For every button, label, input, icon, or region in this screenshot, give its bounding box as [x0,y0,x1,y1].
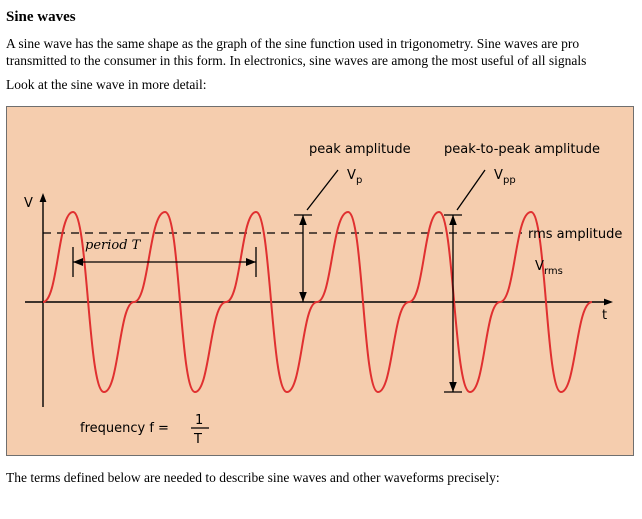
peak-to-peak-leader [457,170,485,210]
rms-symbol: V [535,258,544,274]
peak-amplitude-symbol: V [347,167,356,183]
document-page [0,8,642,519]
y-axis-label: V [24,195,33,211]
intro-line-1: A sine wave has the same shape as the graph of the sine function used in trigonometry. Sine waves are pro [6,36,580,51]
peak-amplitude-arrow-down-icon [299,292,307,302]
period-arrow-left-icon [73,258,83,266]
period-label: period T [85,237,141,253]
peak-amplitude-arrow-up-icon [299,215,307,225]
x-axis-arrow-icon [604,298,613,305]
peak-amplitude-label: peak amplitude [309,141,411,157]
frequency-label: frequency f = [80,420,169,436]
y-axis-arrow-icon [40,193,47,202]
rms-amplitude-label: rms amplitude [528,226,623,242]
intro-paragraph [6,36,636,69]
peak-to-peak-label: peak-to-peak amplitude [444,141,600,157]
x-axis-label: t [602,307,608,323]
peak-amplitude-leader [307,170,338,210]
page-title: Sine waves [6,9,76,25]
intro-line-2: transmitted to the consumer in this form. In electronics, sine waves are among the most useful of all signals [6,52,587,68]
sine-wave-figure [6,106,634,456]
lead-in-paragraph: Look at the sine wave in more detail: [6,77,207,92]
closing-paragraph: The terms defined below are needed to describe sine waves and other waveforms precisely: [6,469,500,485]
rms-symbol-subscript: rms [544,265,563,277]
period-arrow-right-icon [246,258,256,266]
peak-to-peak-arrow-down-icon [449,382,457,392]
peak-to-peak-arrow-up-icon [449,215,457,225]
sine-wave-diagram [7,107,634,456]
peak-amplitude-symbol-subscript: p [356,174,363,186]
peak-to-peak-symbol-subscript: pp [503,174,516,186]
frequency-denominator: T [194,431,202,447]
peak-to-peak-symbol: V [494,167,503,183]
frequency-numerator: 1 [195,412,204,428]
